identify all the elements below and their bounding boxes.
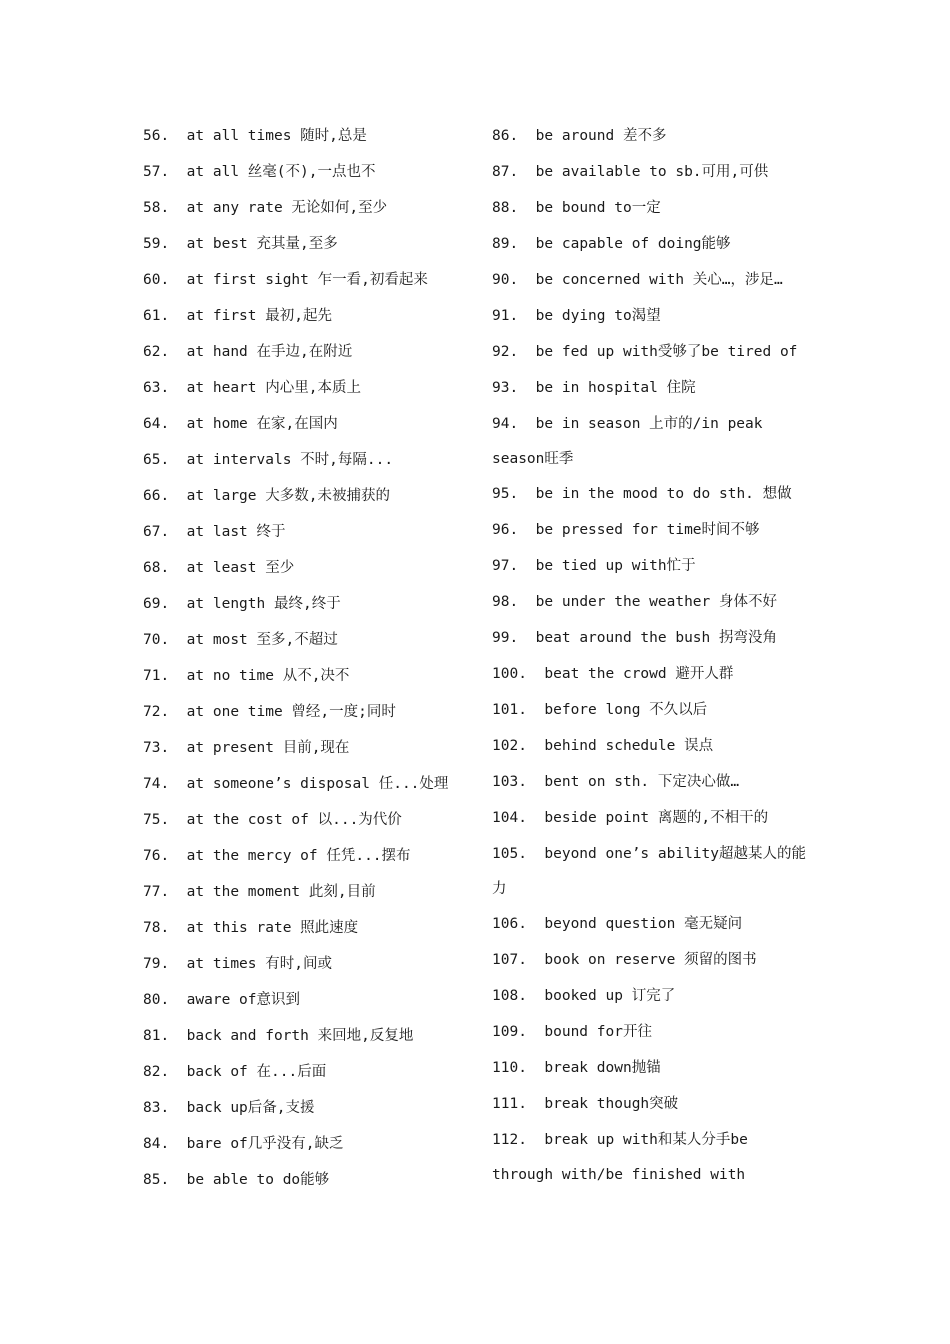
entry-text: be in hospital 住院 bbox=[535, 380, 696, 396]
entry-text: break up with和某人分手be bbox=[544, 1132, 748, 1148]
entry-text: be available to sb.可用,可供 bbox=[535, 164, 769, 180]
entry-text: at hand 在手边,在附近 bbox=[186, 344, 353, 360]
entry-number: 104. bbox=[492, 810, 527, 826]
vocab-entry bbox=[143, 550, 483, 586]
vocab-entry bbox=[143, 406, 483, 442]
entry-number: 73. bbox=[143, 740, 170, 756]
entry-number: 76. bbox=[143, 848, 170, 864]
entry-text: back and forth 来回地,反复地 bbox=[186, 1028, 414, 1044]
vocab-entry bbox=[143, 658, 483, 694]
entry-number: 103. bbox=[492, 774, 527, 790]
entry-number: 96. bbox=[492, 522, 519, 538]
vocab-entry bbox=[492, 1014, 822, 1050]
entry-number: 82. bbox=[143, 1064, 170, 1080]
entry-number: 56. bbox=[143, 128, 170, 144]
entry-number: 98. bbox=[492, 594, 519, 610]
vocab-entry bbox=[143, 370, 483, 406]
vocab-entry bbox=[492, 692, 822, 728]
entry-number: 92. bbox=[492, 344, 519, 360]
entry-text: be in the mood to do sth. 想做 bbox=[535, 486, 792, 502]
entry-text: be pressed for time时间不够 bbox=[535, 522, 760, 538]
vocab-entry bbox=[492, 476, 822, 512]
entry-number: 61. bbox=[143, 308, 170, 324]
entry-number: 90. bbox=[492, 272, 519, 288]
entry-text: be fed up with受够了be tired of bbox=[535, 344, 798, 360]
entry-text: at length 最终,终于 bbox=[186, 596, 341, 612]
vocab-entry bbox=[143, 586, 483, 622]
vocab-entry bbox=[143, 226, 483, 262]
vocab-entry bbox=[143, 946, 483, 982]
entry-text: at any rate 无论如何,至少 bbox=[186, 200, 388, 216]
entry-text: beyond question 毫无疑问 bbox=[544, 916, 743, 932]
entry-text: at one time 曾经,一度;同时 bbox=[186, 704, 396, 720]
vocab-entry bbox=[143, 1162, 483, 1198]
vocab-entry bbox=[492, 262, 822, 298]
entry-text: at this rate 照此速度 bbox=[186, 920, 359, 936]
entry-text: bound for开往 bbox=[544, 1024, 652, 1040]
entry-number: 65. bbox=[143, 452, 170, 468]
vocab-entry bbox=[143, 1054, 483, 1090]
vocab-entry bbox=[492, 836, 822, 872]
vocab-entry bbox=[143, 478, 483, 514]
vocab-entry bbox=[492, 406, 822, 442]
entry-number: 62. bbox=[143, 344, 170, 360]
entry-number: 111. bbox=[492, 1096, 527, 1112]
vocab-entry bbox=[143, 802, 483, 838]
entry-number: 109. bbox=[492, 1024, 527, 1040]
entry-text: be under the weather 身体不好 bbox=[535, 594, 777, 610]
vocab-entry bbox=[143, 154, 483, 190]
entry-number: 57. bbox=[143, 164, 170, 180]
vocab-entry bbox=[143, 1090, 483, 1126]
entry-text: bent on sth. 下定决心做… bbox=[544, 774, 740, 790]
entry-number: 108. bbox=[492, 988, 527, 1004]
vocab-entry bbox=[492, 978, 822, 1014]
entry-text: at no time 从不,决不 bbox=[186, 668, 350, 684]
entry-number: 95. bbox=[492, 486, 519, 502]
vocab-entry bbox=[143, 694, 483, 730]
entry-text: before long 不久以后 bbox=[544, 702, 708, 718]
vocab-entry bbox=[143, 874, 483, 910]
vocab-entry bbox=[492, 548, 822, 584]
vocab-entry bbox=[492, 906, 822, 942]
entry-number: 93. bbox=[492, 380, 519, 396]
entry-number: 83. bbox=[143, 1100, 170, 1116]
entry-text: at best 充其量,至多 bbox=[186, 236, 338, 252]
entry-number: 85. bbox=[143, 1172, 170, 1188]
vocab-entry bbox=[143, 190, 483, 226]
vocab-entry bbox=[143, 730, 483, 766]
entry-number: 59. bbox=[143, 236, 170, 252]
entry-text: beat around the bush 拐弯没角 bbox=[535, 630, 777, 646]
entry-text: at all 丝毫(不),一点也不 bbox=[186, 164, 376, 180]
vocab-entry bbox=[143, 1018, 483, 1054]
vocab-entry bbox=[492, 728, 822, 764]
entry-number: 77. bbox=[143, 884, 170, 900]
entry-number: 60. bbox=[143, 272, 170, 288]
entry-text: be tied up with忙于 bbox=[535, 558, 696, 574]
entry-number: 64. bbox=[143, 416, 170, 432]
entry-number: 81. bbox=[143, 1028, 170, 1044]
vocab-entry bbox=[492, 942, 822, 978]
entry-text: back of 在...后面 bbox=[186, 1064, 327, 1080]
entry-number: 105. bbox=[492, 846, 527, 862]
vocab-entry bbox=[492, 512, 822, 548]
entry-text: be concerned with 关心…，涉足… bbox=[535, 272, 783, 288]
entry-number: 86. bbox=[492, 128, 519, 144]
vocab-entry bbox=[492, 1122, 822, 1158]
vocab-entry bbox=[492, 190, 822, 226]
entry-text: break though突破 bbox=[544, 1096, 679, 1112]
entry-text: at times 有时,间或 bbox=[186, 956, 332, 972]
entry-text: at home 在家,在国内 bbox=[186, 416, 338, 432]
entry-number: 70. bbox=[143, 632, 170, 648]
entry-number: 100. bbox=[492, 666, 527, 682]
entry-number: 66. bbox=[143, 488, 170, 504]
vocab-entry bbox=[492, 1086, 822, 1122]
entry-number: 110. bbox=[492, 1060, 527, 1076]
entry-text: at first sight 乍一看,初看起来 bbox=[186, 272, 428, 288]
entry-number: 97. bbox=[492, 558, 519, 574]
entry-text: be in season 上市的/in peak bbox=[535, 416, 763, 432]
left-column bbox=[143, 118, 483, 1198]
entry-text: beat the crowd 避开人群 bbox=[544, 666, 734, 682]
entry-text: at heart 内心里,本质上 bbox=[186, 380, 361, 396]
entry-text: be around 差不多 bbox=[535, 128, 667, 144]
vocab-entry bbox=[492, 584, 822, 620]
entry-text: at the cost of 以...为代价 bbox=[186, 812, 402, 828]
entry-number: 107. bbox=[492, 952, 527, 968]
vocab-entry bbox=[143, 910, 483, 946]
vocab-entry bbox=[492, 764, 822, 800]
entry-number: 80. bbox=[143, 992, 170, 1008]
entry-text: at all times 随时,总是 bbox=[186, 128, 367, 144]
vocab-entry bbox=[492, 334, 822, 370]
vocab-entry bbox=[143, 622, 483, 658]
entry-text: at present 目前,现在 bbox=[186, 740, 350, 756]
entry-text: at last 终于 bbox=[186, 524, 286, 540]
entry-text: at least 至少 bbox=[186, 560, 295, 576]
vocab-entry bbox=[492, 226, 822, 262]
entry-number: 102. bbox=[492, 738, 527, 754]
entry-number: 101. bbox=[492, 702, 527, 718]
entry-text: aware of意识到 bbox=[186, 992, 301, 1008]
entry-text: beyond one’s ability超越某人的能 bbox=[544, 846, 806, 862]
entry-text: break down抛锚 bbox=[544, 1060, 661, 1076]
vocab-entry bbox=[492, 154, 822, 190]
entry-text: be bound to一定 bbox=[535, 200, 661, 216]
vocab-entry bbox=[143, 766, 483, 802]
entry-text: at intervals 不时,每隔... bbox=[186, 452, 394, 468]
entry-text: at large 大多数,未被捕获的 bbox=[186, 488, 390, 504]
entry-number: 84. bbox=[143, 1136, 170, 1152]
entry-text: at someone’s disposal 任...处理 bbox=[186, 776, 449, 792]
vocab-entry bbox=[492, 800, 822, 836]
vocab-entry bbox=[143, 442, 483, 478]
entry-text: be capable of doing能够 bbox=[535, 236, 731, 252]
entry-number: 72. bbox=[143, 704, 170, 720]
entry-text: at the mercy of 任凭...摆布 bbox=[186, 848, 411, 864]
entry-number: 91. bbox=[492, 308, 519, 324]
vocab-entry bbox=[492, 656, 822, 692]
entry-number: 89. bbox=[492, 236, 519, 252]
entry-text: at the moment 此刻,目前 bbox=[186, 884, 376, 900]
vocab-entry bbox=[143, 838, 483, 874]
right-column bbox=[492, 118, 822, 1192]
entry-text: beside point 离题的,不相干的 bbox=[544, 810, 769, 826]
vocab-entry bbox=[492, 1050, 822, 1086]
entry-text: be dying to渴望 bbox=[535, 308, 661, 324]
entry-text: be able to do能够 bbox=[186, 1172, 330, 1188]
entry-text: at first 最初,起先 bbox=[186, 308, 332, 324]
entry-number: 71. bbox=[143, 668, 170, 684]
entry-number: 88. bbox=[492, 200, 519, 216]
entry-text: bare of几乎没有,缺乏 bbox=[186, 1136, 344, 1152]
entry-number: 58. bbox=[143, 200, 170, 216]
vocab-entry bbox=[492, 620, 822, 656]
entry-text: back up后备,支援 bbox=[186, 1100, 315, 1116]
entry-number: 79. bbox=[143, 956, 170, 972]
entry-number: 94. bbox=[492, 416, 519, 432]
vocab-entry bbox=[143, 334, 483, 370]
entry-continuation: season旺季 bbox=[492, 451, 574, 467]
vocab-entry bbox=[143, 298, 483, 334]
vocab-entry bbox=[143, 514, 483, 550]
entry-number: 68. bbox=[143, 560, 170, 576]
entry-number: 87. bbox=[492, 164, 519, 180]
entry-continuation: 力 bbox=[492, 881, 507, 897]
vocab-entry bbox=[143, 1126, 483, 1162]
entry-text: book on reserve 须留的图书 bbox=[544, 952, 757, 968]
entry-text: booked up 订完了 bbox=[544, 988, 676, 1004]
entry-number: 74. bbox=[143, 776, 170, 792]
entry-number: 99. bbox=[492, 630, 519, 646]
entry-number: 75. bbox=[143, 812, 170, 828]
entry-number: 69. bbox=[143, 596, 170, 612]
entry-number: 106. bbox=[492, 916, 527, 932]
entry-number: 63. bbox=[143, 380, 170, 396]
vocab-entry bbox=[492, 370, 822, 406]
entry-text: at most 至多,不超过 bbox=[186, 632, 338, 648]
entry-number: 67. bbox=[143, 524, 170, 540]
vocab-entry bbox=[143, 262, 483, 298]
vocab-entry bbox=[492, 298, 822, 334]
entry-continuation: through with/be finished with bbox=[492, 1167, 746, 1183]
entry-number: 78. bbox=[143, 920, 170, 936]
vocab-entry bbox=[143, 982, 483, 1018]
entry-number: 112. bbox=[492, 1132, 527, 1148]
entry-text: behind schedule 误点 bbox=[544, 738, 714, 754]
vocab-entry bbox=[492, 118, 822, 154]
vocab-entry bbox=[143, 118, 483, 154]
